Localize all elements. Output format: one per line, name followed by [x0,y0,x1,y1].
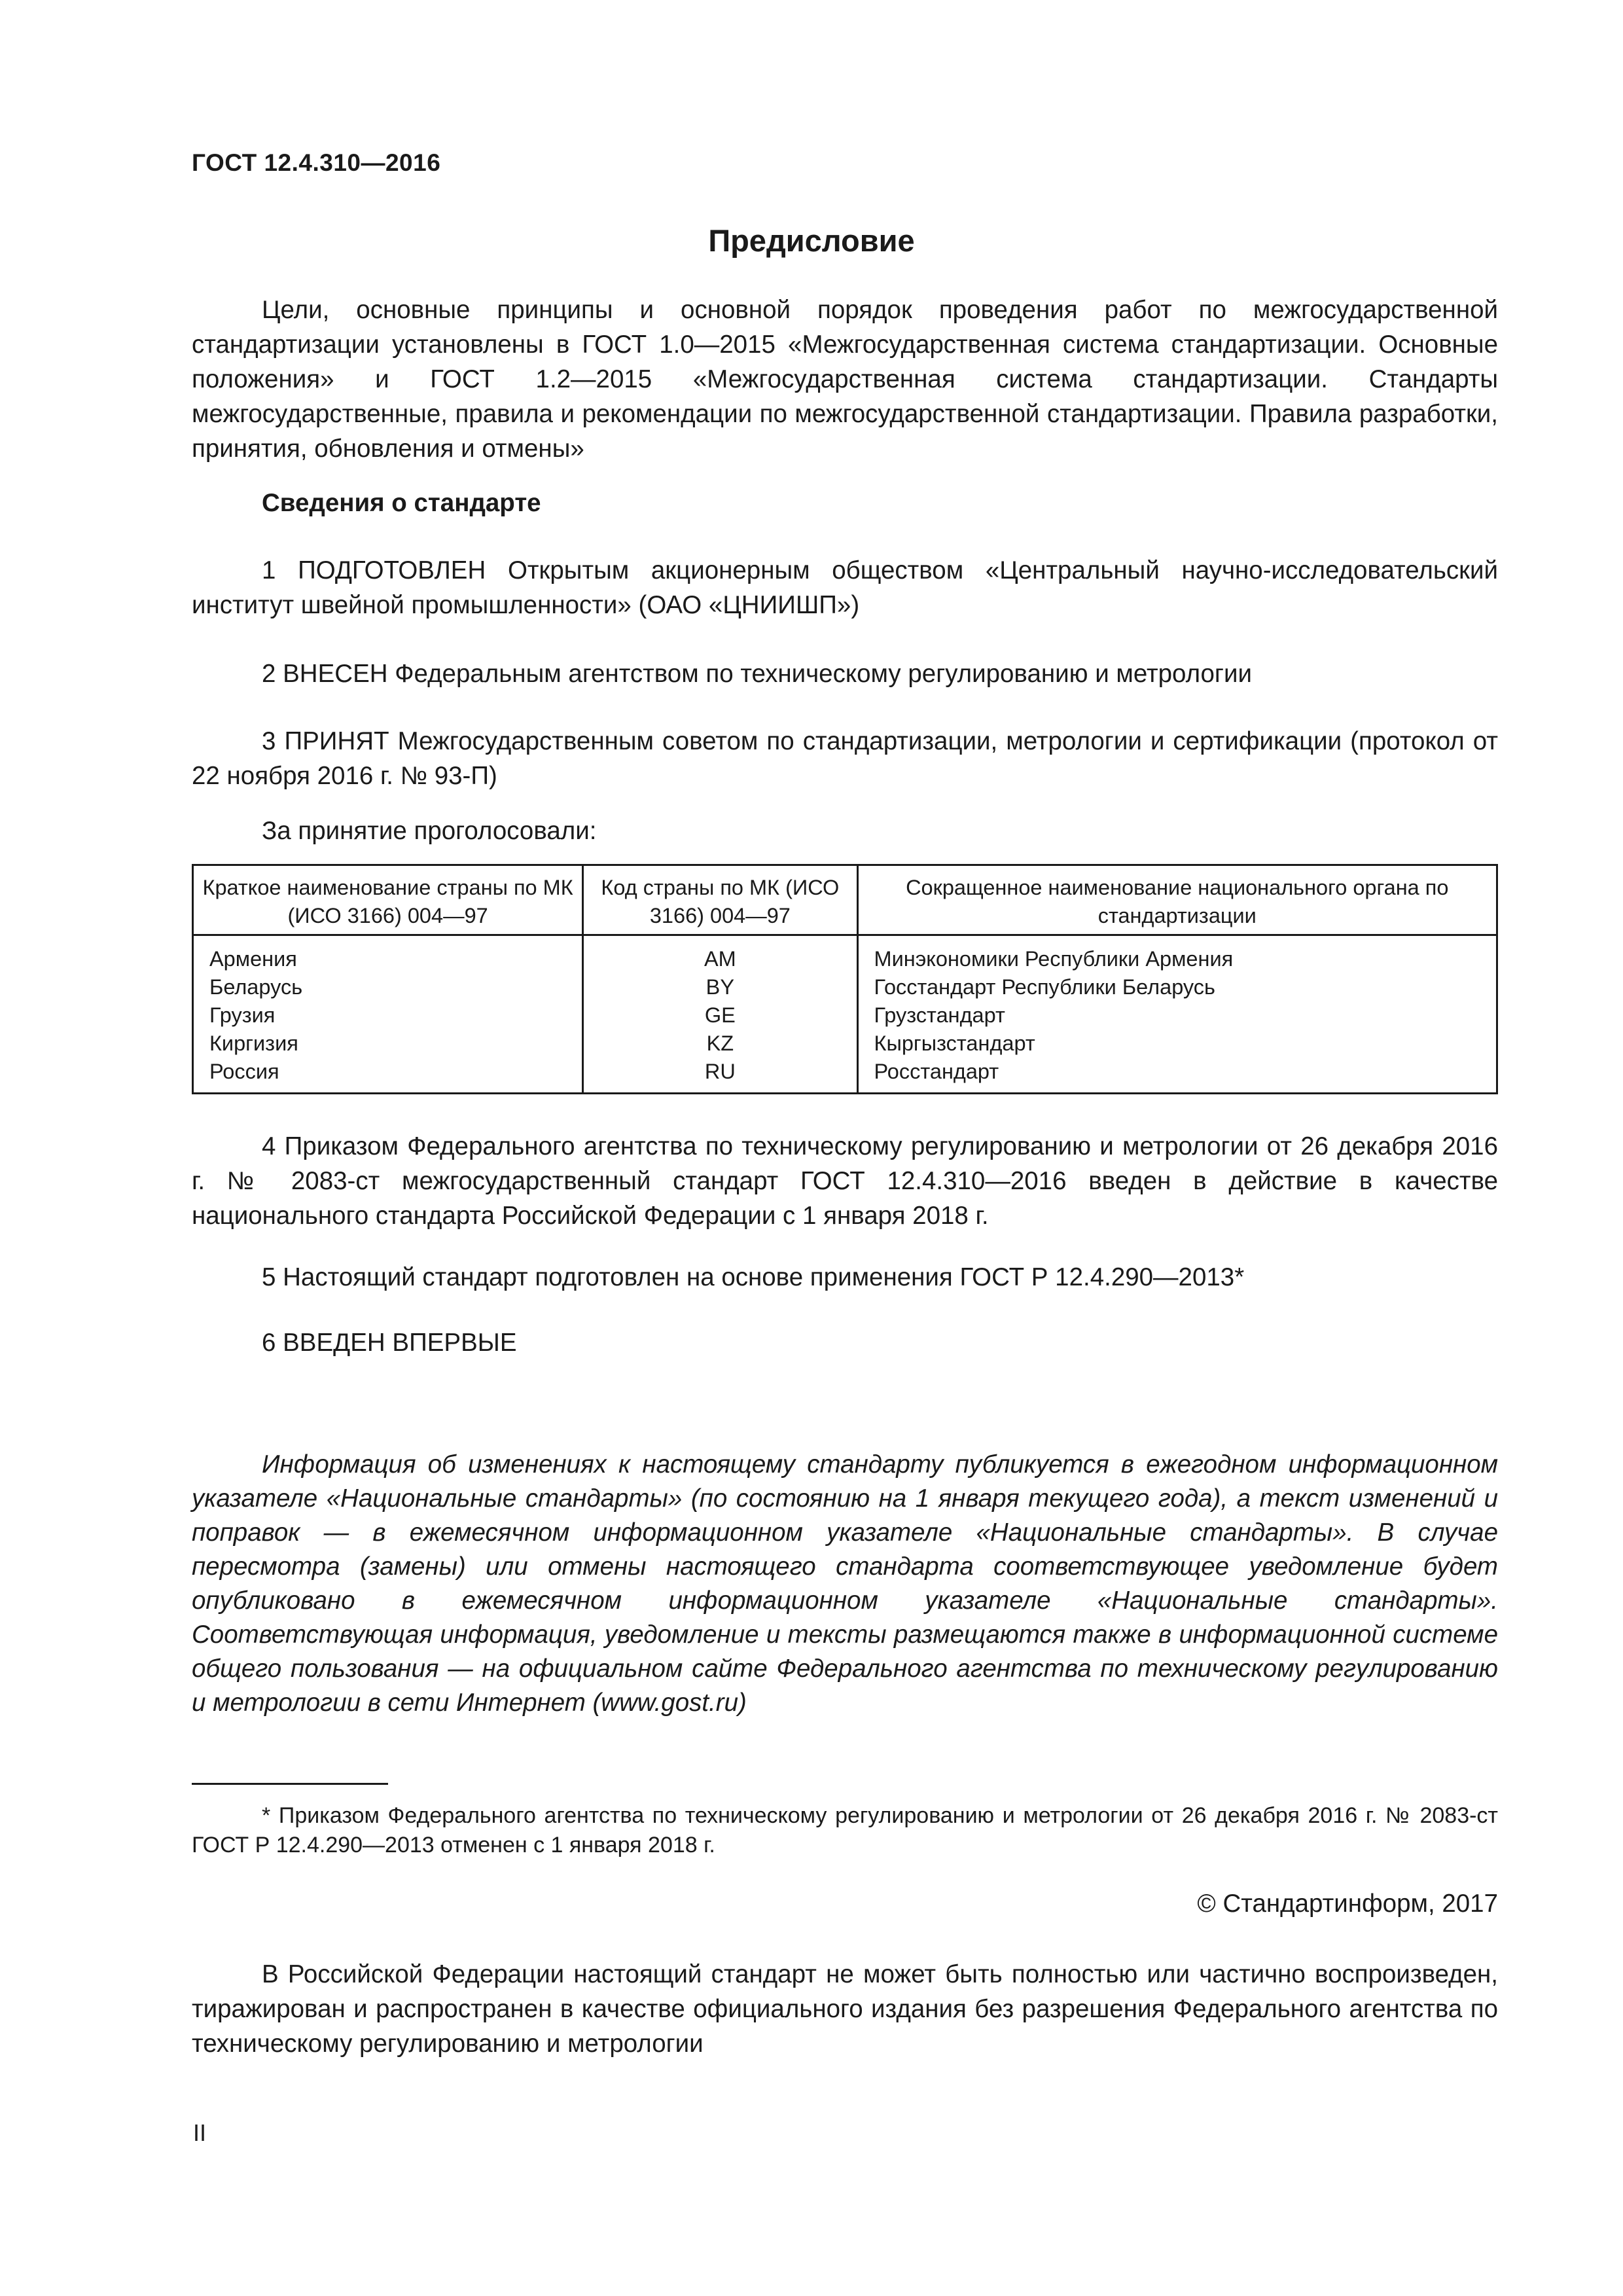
column-header-body: Сокращенное наименование национального органа по стандартизации [857,865,1497,935]
page-title: Предисловие [708,223,915,258]
intro-paragraph: Цели, основные принципы и основной порядок проведения работ по межгосударственной стандартизации установлены в ГОСТ 1.0—2015 «Межгосударственная система стандартизации. Основные положения» и ГОСТ 1.2—2015 «Межгосударственная система стандартизации. Стандарты межгосударственные, правила и рекомендации по межгосударственной стандартизации. Правила разработки, принятия, обновления и отмены» [192,296,1498,463]
copyright-line: © Стандартинформ, 2017 [1197,1890,1498,1918]
rights-paragraph: В Российской Федерации настоящий стандарт не может быть полностью или частично воспроизведен, тиражирован и распространен в качестве официального издания без разрешения Федерального агентства по техническому регулированию и метрологии [192,1960,1498,2058]
code-cell: KZ [583,1030,857,1058]
document-id: ГОСТ 12.4.310—2016 [192,149,441,176]
item-3-paragraph: 3 ПРИНЯТ Межгосударственным советом по стандартизации, метрологии и сертификации (протокол от 22 ноября 2016 г. № 93-П) [192,727,1498,790]
body-cell: Кыргызстандарт [857,1030,1497,1058]
body-cell: Госстандарт Республики Беларусь [857,973,1497,1001]
item-2-paragraph: 2 ВНЕСЕН Федеральным агентством по техническому регулированию и метрологии [262,660,1252,688]
footnote-divider [192,1783,388,1785]
body-cell: Грузстандарт [857,1001,1497,1030]
table-row [193,973,1497,1001]
body-cell: Росстандарт [857,1058,1497,1094]
country-cell: Россия [193,1058,583,1094]
code-cell: GE [583,1001,857,1030]
item-1-paragraph: 1 ПОДГОТОВЛЕН Открытым акционерным обществом «Центральный научно-исследовательский институт швейной промышленности» (ОАО «ЦНИИШП») [192,556,1498,619]
changes-notice: Информация об изменениях к настоящему стандарту публикуется в ежегодном информационном указателе «Национальные стандарты» (по состоянию на 1 января текущего года), а текст изменений и поправок — в ежемесячном информационном указателе «Национальные стандарты». В случае пересмотра (замены) или отмены настоящего стандарта соответствующее уведомление будет опубликовано в ежемесячном информационном указателе «Национальные стандарты». Соответствующая информация, уведомление и тексты размещаются также в информационной системе общего пользования — на официальном сайте Федерального агентства по техническому регулированию и метрологии в сети Интернет (www.gost.ru) [192,1450,1498,1717]
column-header-country: Краткое наименование страны по МК (ИСО 3166) 004—97 [193,865,583,935]
body-cell: Минэкономики Республики Армения [857,935,1497,974]
column-header-code: Код страны по МК (ИСО 3166) 004—97 [583,865,857,935]
code-cell: AM [583,935,857,974]
country-cell: Беларусь [193,973,583,1001]
footnote: * Приказом Федерального агентства по техническому регулированию и метрологии от 26 декабря 2016 г. № 2083-ст ГОСТ Р 12.4.290—2013 отменен с 1 января 2018 г. [192,1803,1498,1857]
item-5-paragraph: 5 Настоящий стандарт подготовлен на основе применения ГОСТ Р 12.4.290—2013* [262,1263,1245,1291]
country-cell: Киргизия [193,1030,583,1058]
table-row [193,1058,1497,1094]
code-cell: BY [583,973,857,1001]
standard-info-heading: Сведения о стандарте [262,489,541,517]
item-4-paragraph: 4 Приказом Федерального агентства по техническому регулированию и метрологии от 26 декабря 2016 г. № 2083-ст межгосударственный стандарт ГОСТ 12.4.310—2016 введен в действие в качестве национального стандарта Российской Федерации с 1 января 2018 г. [192,1132,1498,1230]
country-cell: Армения [193,935,583,974]
table-row [193,1001,1497,1030]
voting-table [192,864,1498,1094]
page-number: II [193,2119,207,2146]
table-row [193,935,1497,974]
country-cell: Грузия [193,1001,583,1030]
voted-label: За принятие проголосовали: [262,817,597,845]
table-row [193,1030,1497,1058]
code-cell: RU [583,1058,857,1094]
item-6-paragraph: 6 ВВЕДЕН ВПЕРВЫЕ [262,1329,517,1357]
table-header-row [193,865,1497,935]
